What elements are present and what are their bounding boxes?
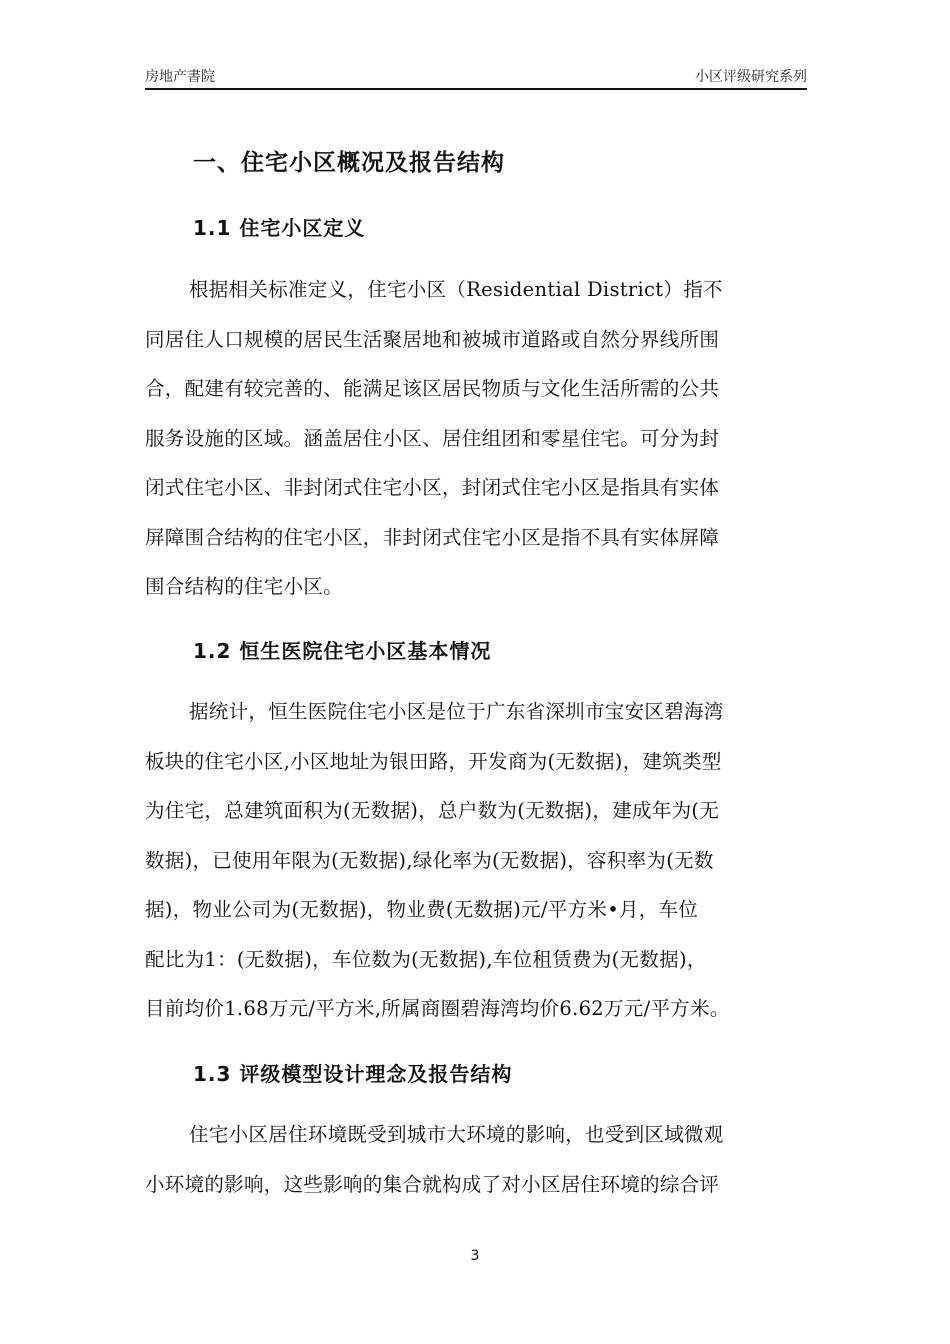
header-publisher: 房地产書院 <box>145 69 215 85</box>
paragraph-line: 服务设施的区域。涵盖居住小区、居住组团和零星住宅。可分为封 <box>145 426 720 450</box>
paragraph-line: 配比为1：(无数据)，车位数为(无数据),车位租赁费为(无数据)， <box>145 947 707 971</box>
paragraph-line: 同居住人口规模的居民生活聚居地和被城市道路或自然分界线所围 <box>145 327 720 351</box>
paragraph-line: 屏障围合结构的住宅小区，非封闭式住宅小区是指不具有实体屏障 <box>145 525 720 549</box>
page-number: 3 <box>470 1248 480 1264</box>
chapter-title: 一、住宅小区概况及报告结构 <box>193 150 505 176</box>
paragraph-line: 围合结构的住宅小区。 <box>145 575 344 598</box>
page-header <box>145 66 807 88</box>
paragraph-line: 住宅小区居住环境既受到城市大环境的影响，也受到区域微观 <box>189 1123 724 1146</box>
section-1-1-paragraph <box>145 265 810 612</box>
paragraph-line: 根据相关标准定义，住宅小区（Residential District）指不 <box>189 278 723 301</box>
paragraph-line: 板块的住宅小区,小区地址为银田路，开发商为(无数据)，建筑类型 <box>145 749 722 773</box>
paragraph-line: 数据)，已使用年限为(无数据),绿化率为(无数据)，容积率为(无数 <box>145 848 714 872</box>
paragraph-line: 闭式住宅小区、非封闭式住宅小区，封闭式住宅小区是指具有实体 <box>145 476 720 499</box>
section-title-1-2: 1.2 恒生医院住宅小区基本情况 <box>193 639 492 663</box>
header-series: 小区评级研究系列 <box>695 69 807 85</box>
section-1-2-paragraph <box>145 687 810 1034</box>
paragraph-line: 合，配建有较完善的、能满足该区居民物质与文化生活所需的公共 <box>145 377 720 400</box>
section-title-1-1: 1.1 住宅小区定义 <box>193 216 366 240</box>
paragraph-line: 据统计，恒生医院住宅小区是位于广东省深圳市宝安区碧海湾 <box>189 700 724 723</box>
section-1-3-paragraph <box>145 1110 810 1209</box>
paragraph-line: 目前均价1.68万元/平方米,所属商圈碧海湾均价6.62万元/平方米。 <box>145 997 730 1020</box>
paragraph-line: 小环境的影响，这些影响的集合就构成了对小区居住环境的综合评 <box>145 1172 720 1196</box>
paragraph-line: 据)，物业公司为(无数据)，物业费(无数据)元/平方米•月，车位 <box>145 898 699 921</box>
paragraph-line: 为住宅，总建筑面积为(无数据)，总户数为(无数据)，建成年为(无 <box>145 799 720 822</box>
header-rule <box>145 88 807 90</box>
section-title-1-3: 1.3 评级模型设计理念及报告结构 <box>193 1062 513 1086</box>
